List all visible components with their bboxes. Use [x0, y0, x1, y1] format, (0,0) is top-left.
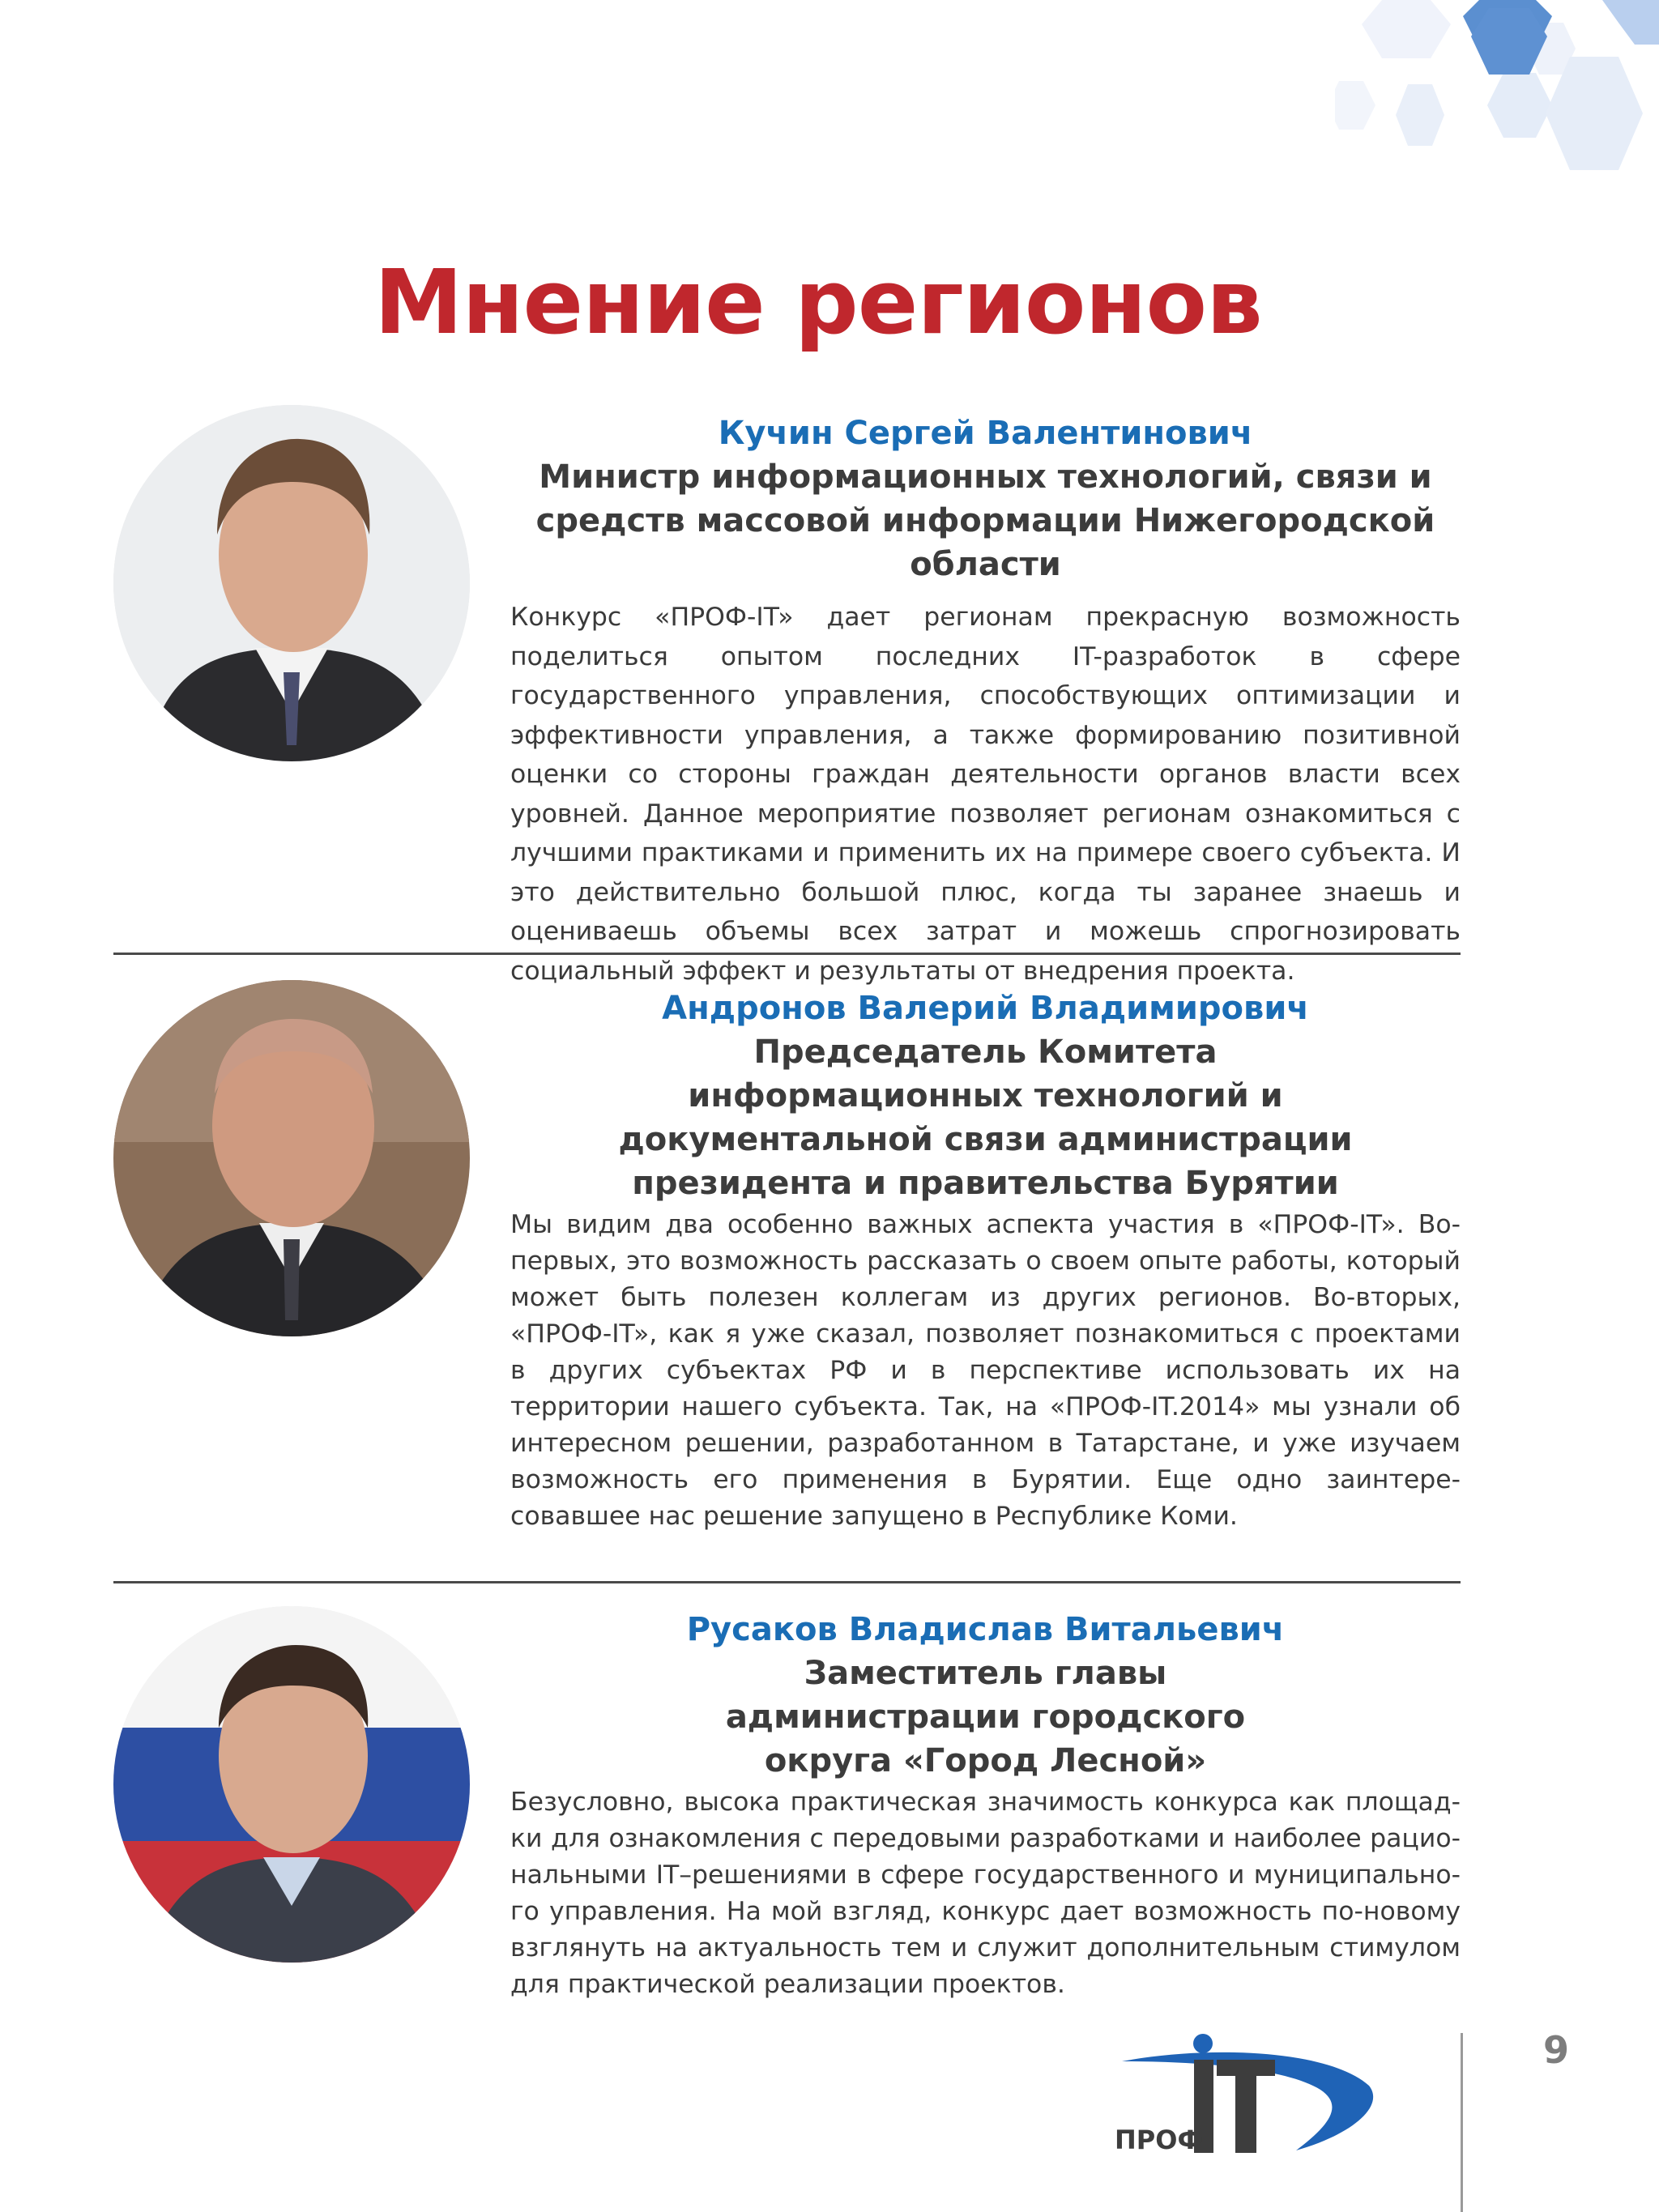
section-divider [113, 1581, 1461, 1583]
portrait-photo [113, 405, 470, 761]
portrait-photo [113, 1606, 470, 1963]
person-name: Андронов Валерий Владимирович [662, 990, 1309, 1027]
logo-prefix: ПРОФ [1115, 2125, 1204, 2155]
portrait-photo [113, 980, 470, 1336]
person-position: Министр информационных технологий, связи и средств массовой информации Нижегородской области [535, 458, 1435, 583]
opinion-text: Мы видим два особенно важных аспекта участия в «ПРОФ-IT». Во-первых, это возможность рассказать о своем опыте работы, который может быть полезен коллегам из других регионов. Во-вторых, «ПРОФ-IT», как я уже сказал, позволяет познакомиться с проектами в других субъектах РФ и в перспективе использовать их на территории нашего субъекта. Так, на «ПРОФ-IT.2014» мы узнали об интересном решении, разработанном в Татарстане, и уже изучаем возможность его применения в Бурятии. Еще одно заинтересовавшее нас решение запущено в Республике Коми. [510, 1210, 1461, 1531]
person-name: Кучин Сергей Валентинович [718, 415, 1253, 452]
page-title: Мнение регионов [374, 250, 1262, 354]
portrait-image [113, 405, 470, 761]
footer-divider [1461, 2033, 1463, 2212]
prof-it-logo [1110, 2029, 1385, 2167]
portrait-image [113, 1606, 470, 1963]
opinion-text: Безусловно, высока практическая значимость конкурса как площадки для ознакомления с передовыми разработками и наиболее рациональными IT–решениями в сфере государственного и муниципального управления. На мой взгляд, конкурс дает возможность по-новому взглянуть на актуальность тем и служит дополнительным стимулом для практической реализации проектов. [510, 1788, 1461, 1999]
page-number: 9 [1543, 2028, 1570, 2072]
decorative-hexagons [1335, 0, 1659, 194]
person-name: Русаков Владислав Витальевич [686, 1611, 1285, 1648]
person-position: Председатель Комитета информационных технологий и документальной связи администрации президента и правительства Бурятии [618, 1034, 1353, 1202]
section-divider [113, 953, 1461, 955]
person-position: Заместитель главы администрации городского округа «Город Лесной» [725, 1655, 1246, 1779]
portrait-image [113, 980, 470, 1336]
opinion-text: Конкурс «ПРОФ-IT» дает регионам прекрасную возможность поделиться опытом последних IT-разработок в сфере государственного управления, способствующих оптимизации и эффективности управления, а также формированию позитивной оценки со стороны граждан деятельности органов власти всех уровней. Данное мероприятие позволяет регионам ознакомиться с лучшими практиками и применить их на примере своего субъекта. И это действительно большой плюс, когда ты заранее знаешь и оцениваешь объемы всех затрат и можешь спрогнозировать социальный эффект и результаты от внедрения проекта. [510, 603, 1461, 986]
